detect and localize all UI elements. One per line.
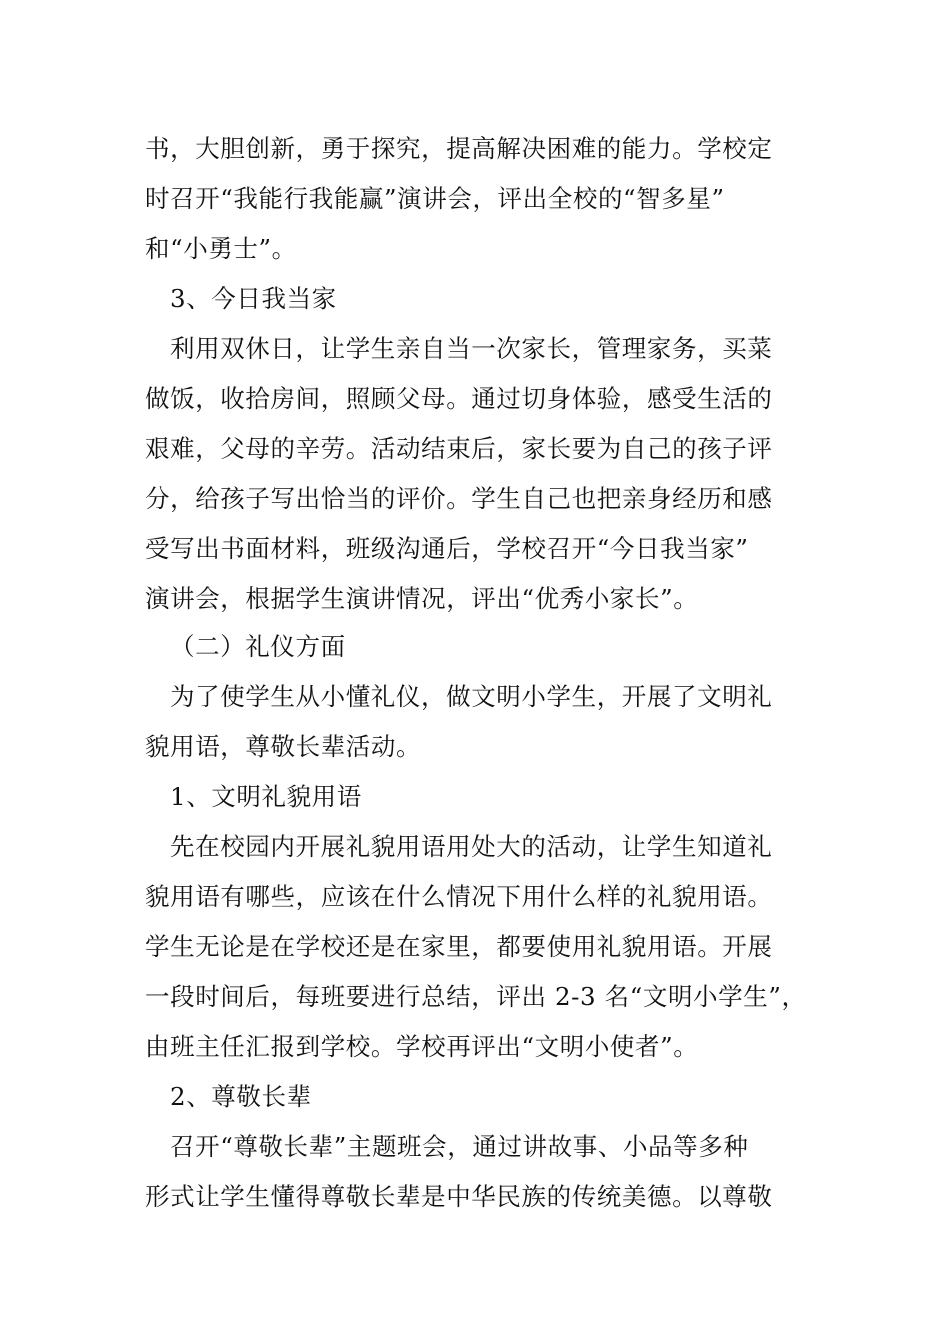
paragraph-line: 形式让学生懂得尊敬长辈是中华民族的传统美德。以尊敬 [145, 1182, 773, 1211]
paragraph-line: 时召开“我能行我能赢”演讲会，评出全校的“智多星” [145, 184, 725, 213]
paragraph-line: 由班主任汇报到学校。学校再评出“文明小使者”。 [145, 1032, 699, 1061]
paragraph-line: 先在校园内开展礼貌用语用处大的活动，让学生知道礼 [170, 832, 773, 861]
paragraph-line: 受写出书面材料，班级沟通后，学校召开“今日我当家” [145, 534, 749, 563]
paragraph-line: 做饭，收拾房间，照顾父母。通过切身体验，感受生活的 [145, 384, 773, 413]
paragraph-line: 貌用语有哪些，应该在什么情况下用什么样的礼貌用语。 [145, 882, 773, 911]
section-heading: 1、文明礼貌用语 [170, 782, 362, 811]
paragraph-line: 艰难，父母的辛劳。活动结束后，家长要为自己的孩子评 [145, 434, 773, 463]
paragraph-line: 书，大胆创新，勇于探究，提高解决困难的能力。学校定 [145, 134, 773, 163]
paragraph-line: 和“小勇士”。 [145, 234, 297, 263]
paragraph-line: 貌用语，尊敬长辈活动。 [145, 732, 422, 761]
paragraph-line: 演讲会，根据学生演讲情况，评出“优秀小家长”。 [145, 584, 699, 613]
section-heading: （二）礼仪方面 [170, 632, 346, 661]
paragraph-line: 为了使学生从小懂礼仪，做文明小学生，开展了文明礼 [170, 682, 773, 711]
section-heading: 2、尊敬长辈 [170, 1082, 312, 1111]
paragraph-line: 召开“尊敬长辈”主题班会，通过讲故事、小品等多种 [170, 1132, 749, 1161]
paragraph-line: 利用双休日，让学生亲自当一次家长，管理家务，买菜 [170, 334, 773, 363]
section-heading: 3、今日我当家 [170, 284, 337, 313]
paragraph-line: 一段时间后，每班要进行总结，评出 2-3 名“文明小学生”， [145, 982, 807, 1011]
paragraph-line: 学生无论是在学校还是在家里，都要使用礼貌用语。开展 [145, 932, 773, 961]
paragraph-line: 分，给孩子写出恰当的评价。学生自己也把亲身经历和感 [145, 484, 773, 513]
